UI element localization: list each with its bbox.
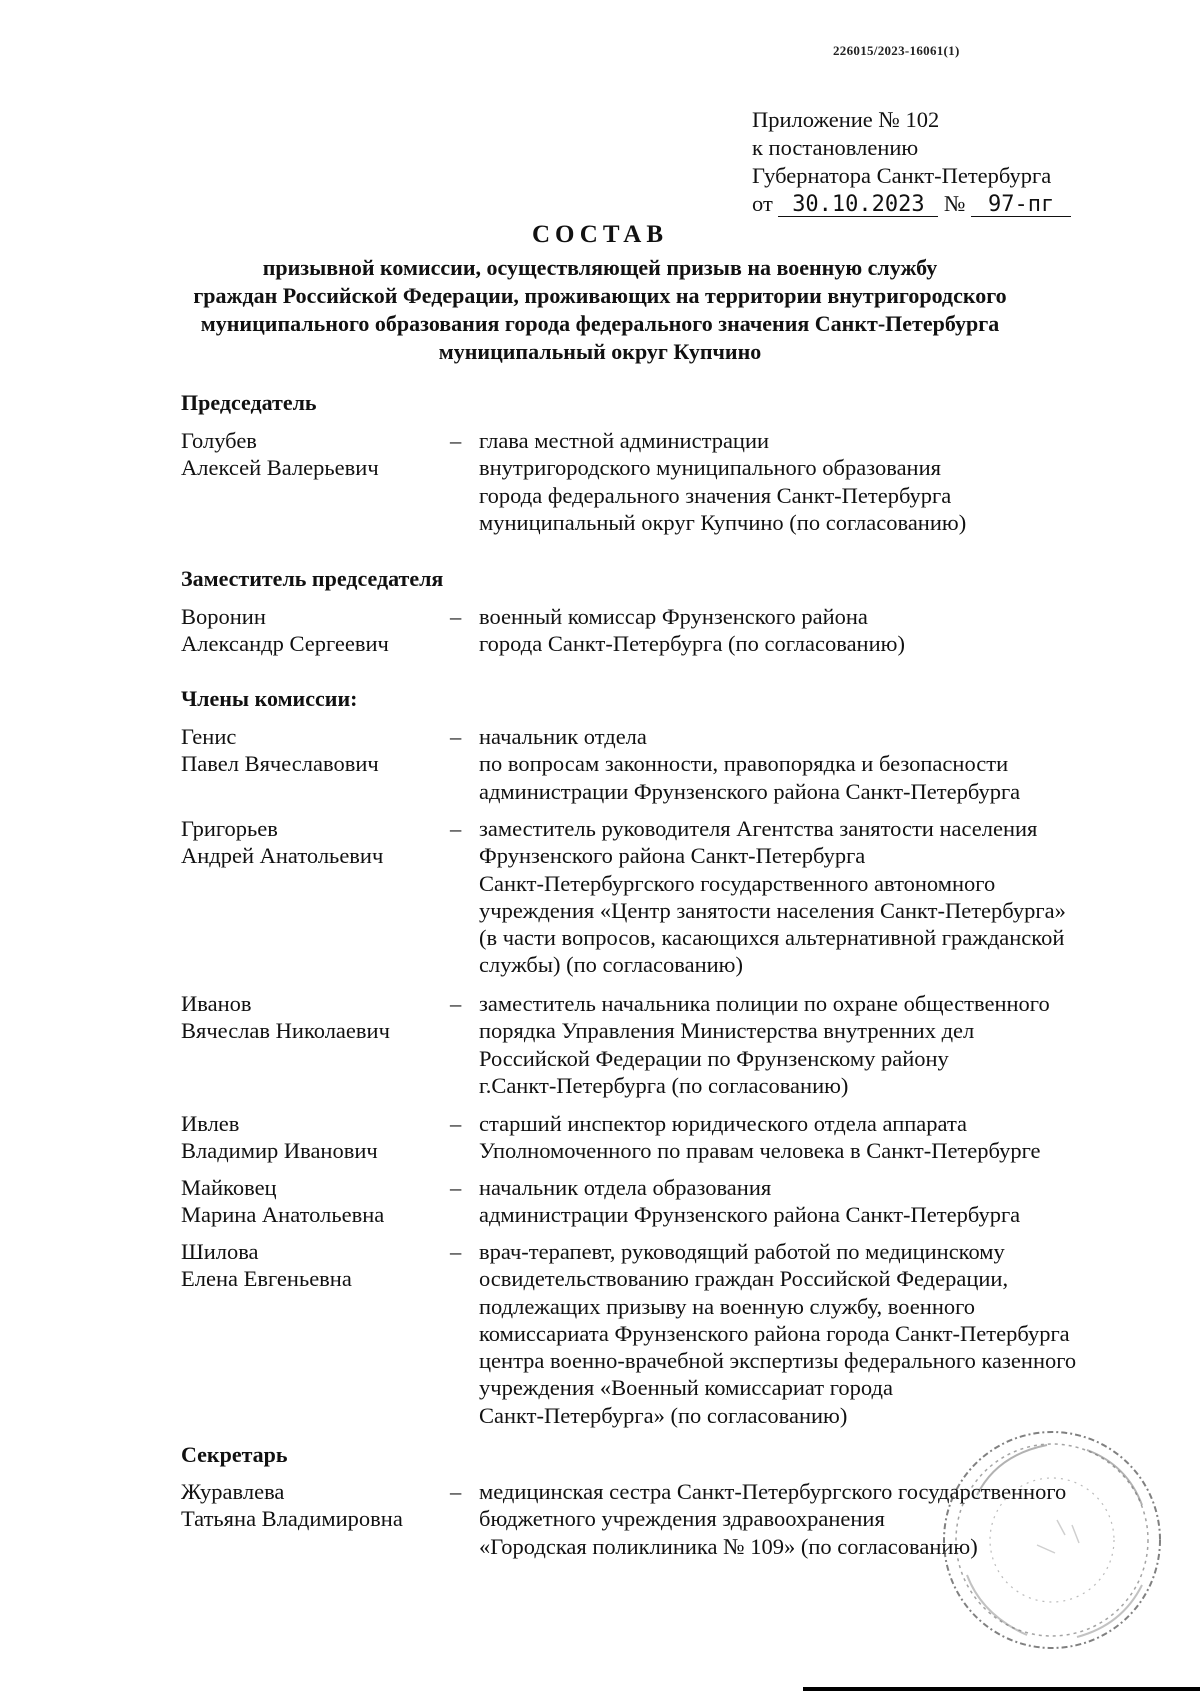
member-name: Журавлева Татьяна Владимировна bbox=[181, 1479, 403, 1532]
dash: – bbox=[450, 1479, 462, 1504]
member-name: Иванов Вячеслав Николаевич bbox=[181, 991, 390, 1044]
member-name: Майковец Марина Анатольевна bbox=[181, 1175, 385, 1228]
member-name: Голубев Алексей Валерьевич bbox=[181, 428, 379, 481]
subtitle-line: муниципального образования города федерального значения Санкт-Петербурга bbox=[200, 311, 1000, 336]
date-prefix: от bbox=[752, 191, 773, 216]
member-position: заместитель начальника полиции по охране общественного порядка Управления Министерства внутренних дел Российской Федерации по Фрунзенскому району г.Санкт-Петербурга (по согласованию) bbox=[479, 991, 1050, 1098]
member-position: старший инспектор юридического отдела аппарата Уполномоченного по правам человека в Санкт-Петербурге bbox=[479, 1111, 1041, 1164]
member-position: начальник отдела образования администрации Фрунзенского района Санкт-Петербурга bbox=[479, 1175, 1021, 1228]
member-position: медицинская сестра Санкт-Петербургского государственного бюджетного учреждения здравоохранения «Городская поликлиника № 109» (по согласованию) bbox=[479, 1479, 1067, 1559]
number-prefix: № bbox=[944, 191, 966, 216]
member-position: заместитель руководителя Агентства занятости населения Фрунзенского района Санкт-Петербурга Санкт-Петербургского государственного автономного учреждения «Центр занятости населения Санкт-Петербурга» (в части вопросов, касающихся альтернативной гражданской службы) (по согласованию) bbox=[479, 816, 1066, 978]
dash: – bbox=[450, 604, 462, 629]
heading-deputy: Заместитель председателя bbox=[181, 566, 444, 591]
dash: – bbox=[450, 991, 462, 1016]
handwritten-number: 97-пг bbox=[971, 194, 1071, 217]
member-name: Ивлев Владимир Иванович bbox=[181, 1111, 378, 1164]
handwritten-date: 30.10.2023 bbox=[778, 194, 938, 217]
dash: – bbox=[450, 428, 462, 453]
dash: – bbox=[450, 1175, 462, 1200]
subtitle-line: граждан Российской Федерации, проживающих на территории внутригородского bbox=[193, 283, 1007, 308]
subtitle-line: призывной комиссии, осуществляющей призыв на военную службу bbox=[262, 255, 938, 280]
member-position: глава местной администрации внутригородского муниципального образования города федерального значения Санкт-Петербурга муниципальный округ Купчино (по согласованию) bbox=[479, 428, 967, 535]
heading-members: Члены комиссии: bbox=[181, 686, 358, 711]
member-position: врач-терапевт, руководящий работой по медицинскому освидетельствованию граждан Российской Федерации, подлежащих призыву на военную службу, военного комиссариата Фрунзенского района города Санкт-Петербурга центра военно-врачебной экспертизы федерального казенного учреждения «Военный комиссариат города Санкт-Петербурга» (по согласованию) bbox=[479, 1239, 1077, 1428]
appendix-line-3: Губернатора Санкт-Петербурга bbox=[752, 163, 1052, 188]
member-name: Воронин Александр Сергеевич bbox=[181, 604, 389, 657]
appendix-block bbox=[752, 106, 1071, 218]
appendix-line-1: Приложение № 102 bbox=[752, 107, 940, 132]
dash: – bbox=[450, 1239, 462, 1264]
heading-secretary: Секретарь bbox=[181, 1442, 288, 1467]
member-name: Григорьев Андрей Анатольевич bbox=[181, 816, 384, 869]
member-name: Шилова Елена Евгеньевна bbox=[181, 1239, 352, 1292]
member-name: Генис Павел Вячеславович bbox=[181, 724, 379, 777]
bottom-edge-line bbox=[803, 1687, 1200, 1691]
dash: – bbox=[450, 1111, 462, 1136]
heading-chairman: Председатель bbox=[181, 390, 317, 415]
subtitle-line: муниципальный округ Купчино bbox=[438, 339, 762, 364]
dash: – bbox=[450, 724, 462, 749]
member-position: начальник отдела по вопросам законности, правопорядка и безопасности администрации Фрунзенского района Санкт-Петербурга bbox=[479, 724, 1021, 804]
official-stamp-icon bbox=[937, 1425, 1167, 1655]
member-position: военный комиссар Фрунзенского района города Санкт-Петербурга (по согласованию) bbox=[479, 604, 905, 657]
document-title: СОСТАВ bbox=[531, 221, 669, 248]
registration-number: 226015/2023-16061(1) bbox=[833, 43, 960, 58]
document-subtitle bbox=[150, 254, 1050, 366]
appendix-line-2: к постановлению bbox=[752, 135, 919, 160]
dash: – bbox=[450, 816, 462, 841]
appendix-date-line bbox=[752, 190, 1071, 218]
